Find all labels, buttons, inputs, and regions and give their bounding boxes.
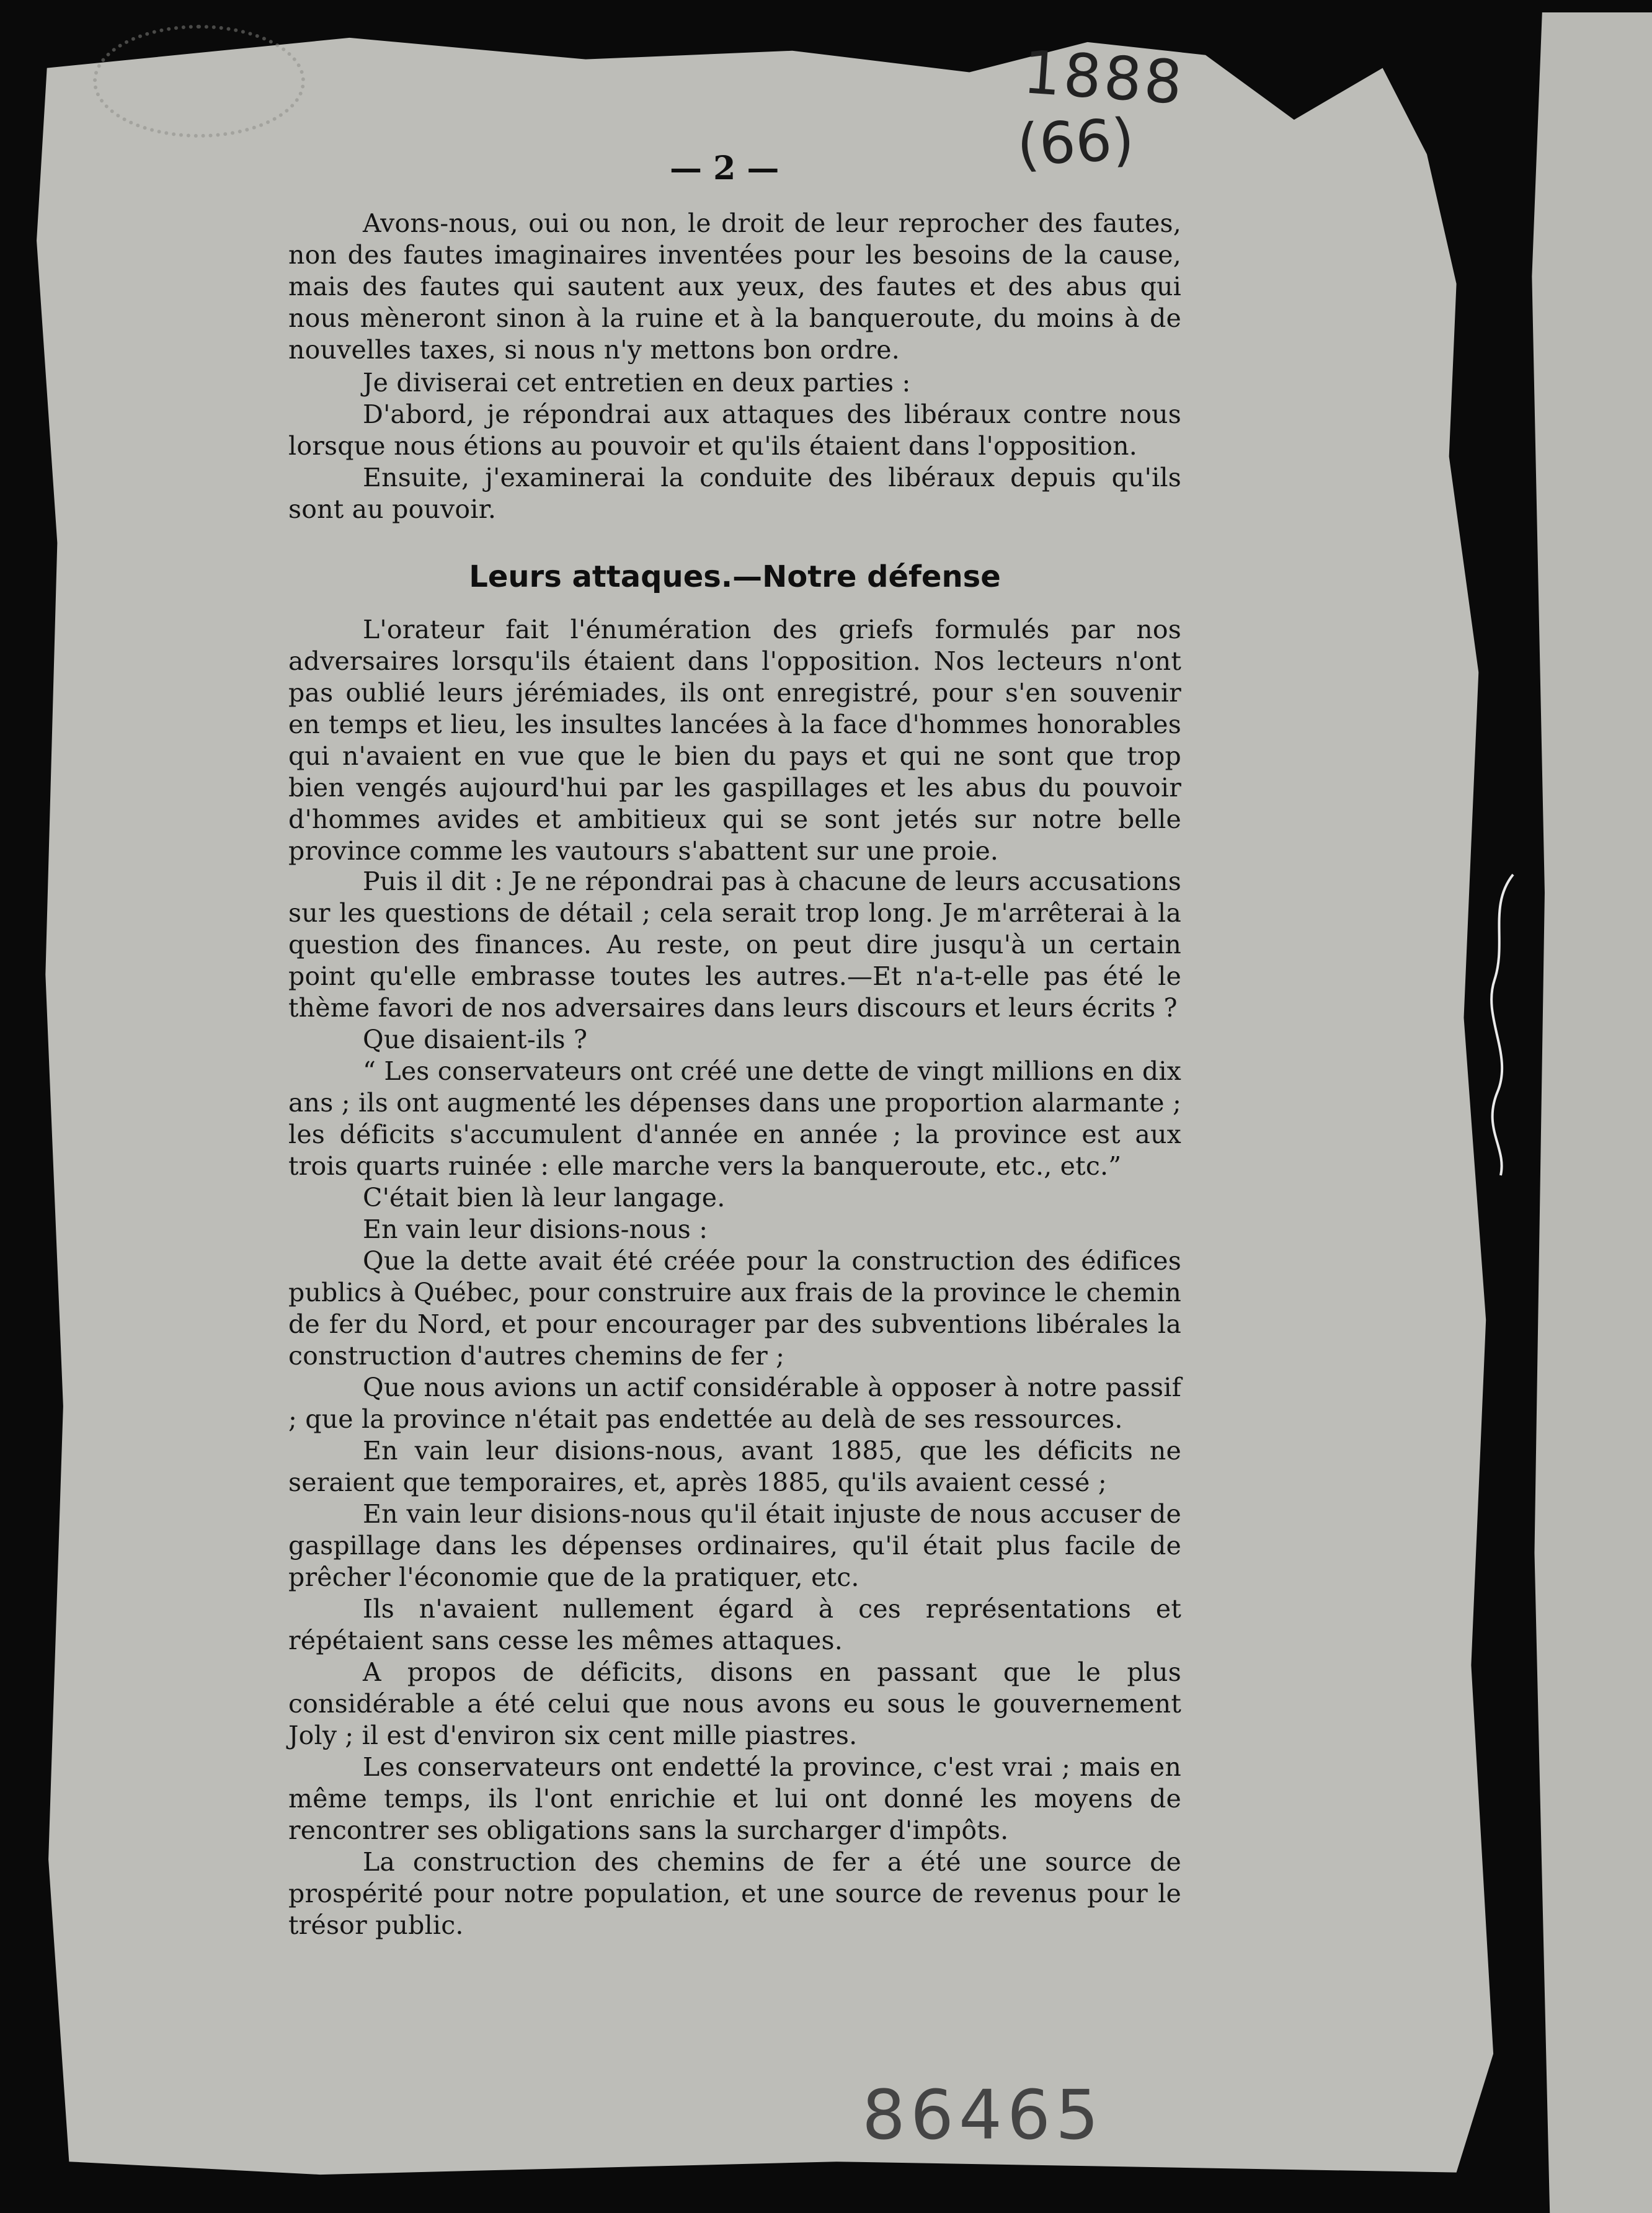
body-paragraph-11: Ils n'avaient nullement égard à ces représentations et répétaient sans cesse les mêmes attaques. bbox=[288, 1594, 1181, 1655]
body-paragraph-1: L'orateur fait l'énumération des griefs formulés par nos adversaires lorsqu'ils étaient dans l'opposition. Nos lecteurs n'ont pas oublié leurs jérémiades, ils ont enregistré, pour s'en souvenir en temps et lieu, les insultes lancées à la face d'hommes honorables qui n'avaient en vue que le bien du pays et qui ne sont que trop bien vengés aujourd'hui par les gaspillages et les abus du pouvoir d'hommes avides et ambitieux qui se sont jetés sur notre belle province comme les vautours s'abattent sur une proie. bbox=[288, 615, 1181, 866]
body-paragraph-8: Que nous avions un actif considérable à opposer à notre passif ; que la province n'était pas endettée au delà de ses ressources. bbox=[288, 1373, 1181, 1434]
intro-paragraph-2: Je diviserai cet entretien en deux parties : bbox=[363, 368, 911, 398]
body-paragraph-14: La construction des chemins de fer a été une source de prospérité pour notre population, et une source de revenus pour le trésor public. bbox=[288, 1847, 1181, 1940]
body-paragraph-9: En vain leur disions-nous, avant 1885, que les déficits ne seraient que temporaires, et, après 1885, qu'ils avaient cessé ; bbox=[288, 1436, 1181, 1497]
body-paragraph-2: Puis il dit : Je ne répondrai pas à chacune de leurs accusations sur les questions de détail ; cela serait trop long. Je m'arrêterai à la question des finances. Au reste, on peut dire jusqu'à un certain point qu'elle embrasse toutes les autres.—Et n'a-t-elle pas été le thème favori de nos adversaires dans leurs discours et leurs écrits ? bbox=[288, 866, 1181, 1023]
handwritten-catalog-number: 86465 bbox=[862, 2075, 1104, 2155]
handwritten-number: (66) bbox=[1015, 106, 1136, 179]
body-paragraph-13: Les conservateurs ont endetté la province, c'est vrai ; mais en même temps, ils l'ont enrichie et lui ont donné les moyens de rencontrer ses obligations sans la surcharger d'impôts. bbox=[288, 1752, 1181, 1845]
body-paragraph-12: A propos de déficits, disons en passant que le plus considérable a été celui que nous avons eu sous le gouvernement Joly ; il est d'environ six cent mille piastres. bbox=[288, 1657, 1181, 1750]
library-stamp bbox=[93, 25, 305, 138]
handwritten-year: 1888 bbox=[1021, 37, 1187, 118]
intro-paragraph-4: Ensuite, j'examinerai la conduite des libéraux depuis qu'ils sont au pouvoir. bbox=[288, 463, 1181, 524]
intro-paragraph-1: Avons-nous, oui ou non, le droit de leur reprocher des fautes, non des fautes imaginaires inventées pour les besoins de la cause, mais des fautes qui sautent aux yeux, des fautes et des abus qui nous mèneront sinon à la ruine et à la banqueroute, du moins à de nouvelles taxes, si nous n'y mettons bon ordre. bbox=[288, 208, 1181, 365]
intro-paragraph-3: D'abord, je répondrai aux attaques des libéraux contre nous lorsque nous étions au pouvoir et qu'ils étaient dans l'opposition. bbox=[288, 399, 1181, 461]
binding-thread bbox=[1476, 868, 1525, 1178]
body-paragraph-6: En vain leur disions-nous : bbox=[363, 1214, 708, 1244]
body-paragraph-7: Que la dette avait été créée pour la construction des édifices publics à Québec, pour construire aux frais de la province le chemin de fer du Nord, et pour encourager par des subventions libérales la construction d'autres chemins de fer ; bbox=[288, 1246, 1181, 1371]
body-paragraph-5: C'était bien là leur langage. bbox=[363, 1183, 726, 1213]
adjacent-page-edge bbox=[1524, 12, 1652, 2213]
body-paragraph-quote: “ Les conservateurs ont créé une dette de vingt millions en dix ans ; ils ont augmenté les dépenses dans une proportion alarmante ; les déficits s'accumulent d'année en année ; la province est aux trois quarts ruinée : elle marche vers la banqueroute, etc., etc.” bbox=[288, 1056, 1181, 1181]
body-paragraph-10: En vain leur disions-nous qu'il était injuste de nous accuser de gaspillage dans les dépenses ordinaires, qu'il était plus facile de prêcher l'économie que de la pratiquer, etc. bbox=[288, 1499, 1181, 1592]
section-heading: Leurs attaques.—Notre défense bbox=[469, 559, 1001, 594]
body-paragraph-3: Que disaient-ils ? bbox=[363, 1025, 588, 1054]
page-number: — 2 — bbox=[670, 149, 779, 187]
